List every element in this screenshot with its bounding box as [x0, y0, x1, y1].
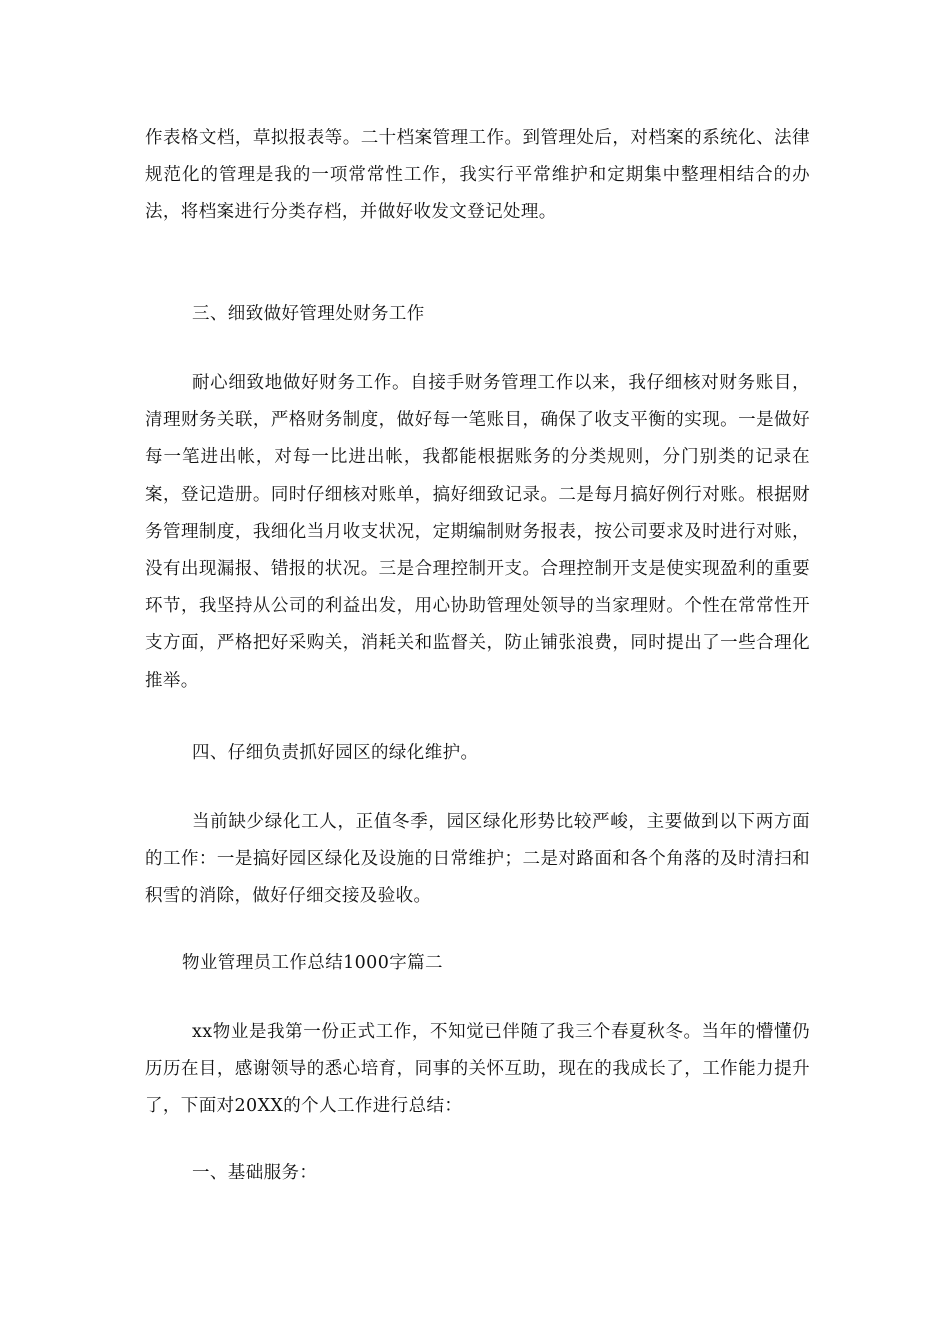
- paragraph-finance-work: 耐心细致地做好财务工作。自接手财务管理工作以来，我仔细核对财务账目，清理财务关联，严格财务制度，做好每一笔账目，确保了收支平衡的实现。一是做好每一笔进出帐，对每一比进出帐，我都能根据账务的分类规则，分门别类的记录在案，登记造册。同时仔细核对账单，搞好细致记录。二是每月搞好例行对账。根据财务管理制度，我细化当月收支状况，定期编制财务报表，按公司要求及时进行对账，没有出现漏报、错报的状况。三是合理控制开支。合理控制开支是使实现盈利的重要环节，我坚持从公司的利益出发，用心协助管理处领导的当家理财。个性在常常性开支方面，严格把好采购关，消耗关和监督关，防止铺张浪费，同时提出了一些合理化推举。: [145, 373, 810, 691]
- paragraph-introduction: xx物业是我第一份正式工作，不知觉已伴随了我三个春夏秋冬。当年的懵懂仍历历在目，感谢领导的悉心培育，同事的关怀互助，现在的我成长了，工作能力提升了，下面对20XX的个人工作进行总结：: [145, 1022, 810, 1117]
- article-title-part-two: 物业管理员工作总结1000字篇二: [182, 953, 443, 973]
- section-heading-basic-service: 一、基础服务：: [192, 1163, 318, 1183]
- paragraph-archive-management: 作表格文档，草拟报表等。二十档案管理工作。到管理处后，对档案的系统化、法律规范化的管理是我的一项常常性工作，我实行平常维护和定期集中整理相结合的办法，将档案进行分类存档，并做好收发文登记处理。: [145, 128, 810, 223]
- section-heading-greening: 四、仔细负责抓好园区的绿化维护。: [192, 743, 479, 763]
- paragraph-greening-work: 当前缺少绿化工人，正值冬季，园区绿化形势比较严峻，主要做到以下两方面的工作：一是搞好园区绿化及设施的日常维护；二是对路面和各个角落的及时清扫和积雪的消除，做好仔细交接及验收。: [145, 812, 810, 907]
- section-heading-finance: 三、细致做好管理处财务工作: [192, 304, 425, 324]
